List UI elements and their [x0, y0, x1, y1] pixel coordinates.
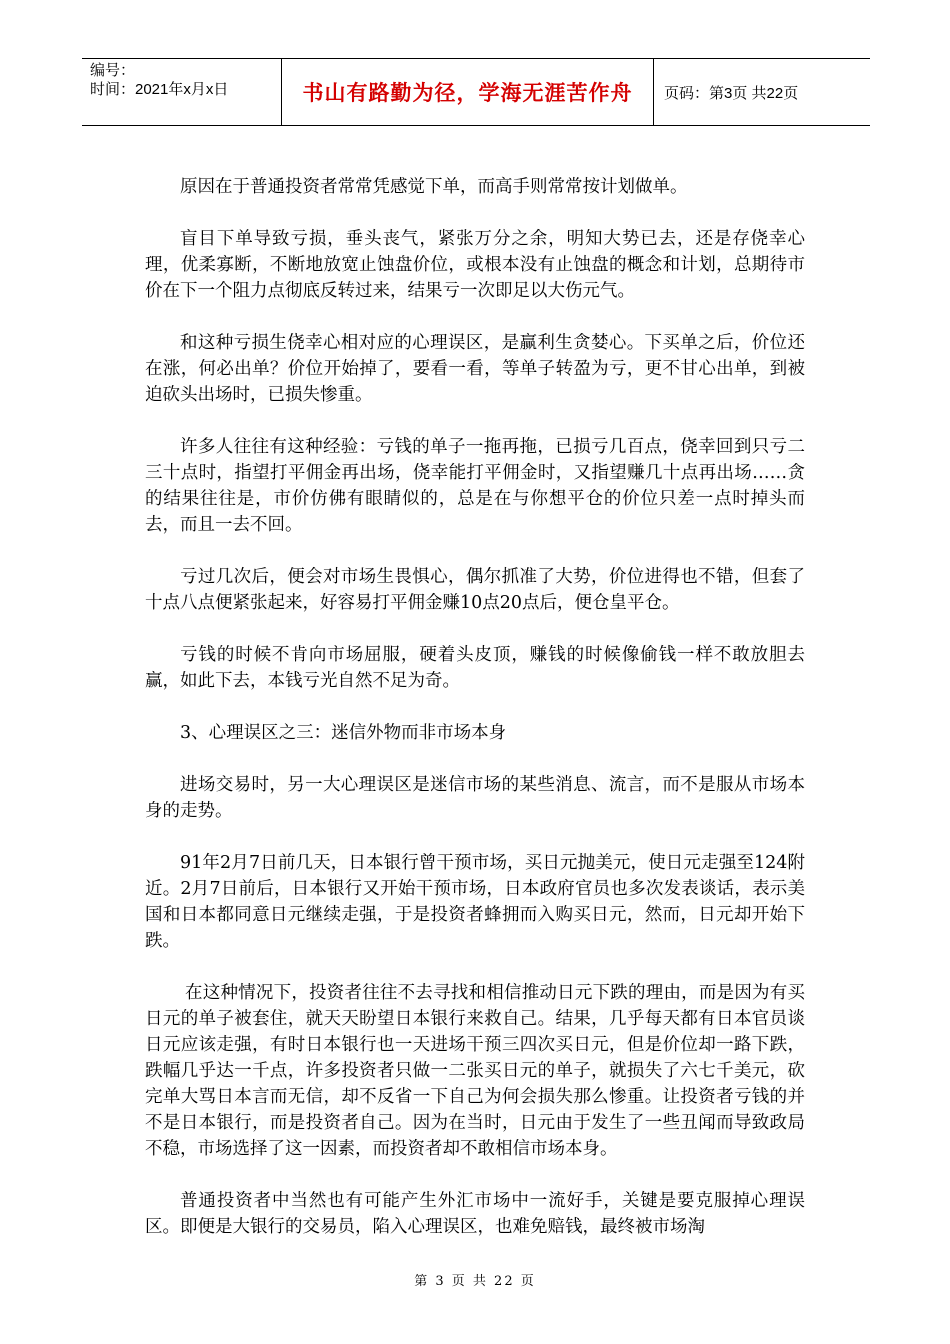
- header-motto: 书山有路勤为径，学海无涯苦作舟: [282, 59, 654, 125]
- document-body: [145, 174, 805, 1266]
- header-page-info: 页码：第3页 共22页: [664, 84, 799, 102]
- paragraph: 亏过几次后，便会对市场生畏惧心，偶尔抓准了大势，价位进得也不错，但套了十点八点便紧张起来，好容易打平佣金赚10点20点后，便仓皇平仓。: [145, 567, 805, 613]
- paragraph: 许多人往往有这种经验：亏钱的单子一拖再拖，已损亏几百点，侥幸回到只亏二三十点时，指望打平佣金再出场，侥幸能打平佣金时，又指望赚几十点再出场……贪的结果往往是，市价仿佛有眼睛似的，总是在与你想平仓的价位只差一点时掉头而去，而且一去不回。: [145, 437, 805, 535]
- header-meta: [82, 59, 282, 125]
- paragraph: 进场交易时，另一大心理误区是迷信市场的某些消息、流言，而不是服从市场本身的走势。: [145, 775, 805, 821]
- paragraph: 91年2月7日前几天，日本银行曾干预市场，买日元抛美元，使日元走强至124附近。2月7日前后，日本银行又开始干预市场，日本政府官员也多次发表谈话，表示美国和日本都同意日元继续走强，于是投资者蜂拥而入购买日元，然而，日元却开始下跌。: [145, 853, 805, 951]
- paragraph: 盲目下单导致亏损，垂头丧气，紧张万分之余，明知大势已去，还是存侥幸心理，优柔寡断，不断地放宽止蚀盘价位，或根本没有止蚀盘的概念和计划，总期待市价在下一个阻力点彻底反转过来，结果亏一次即足以大伤元气。: [145, 229, 805, 301]
- paragraph: 原因在于普通投资者常常凭感觉下单，而高手则常常按计划做单。: [180, 177, 688, 197]
- paragraph: 普通投资者中当然也有可能产生外汇市场中一流好手，关键是要克服掉心理误区。即便是大银行的交易员，陷入心理误区，也难免赔钱，最终被市场淘: [145, 1191, 805, 1237]
- document-number-label: 编号：: [90, 62, 136, 79]
- paragraph: 和这种亏损生侥幸心相对应的心理误区，是赢利生贪婪心。下买单之后，价位还在涨，何必出单？价位开始掉了，要看一看，等单子转盈为亏，更不甘心出单，到被迫砍头出场时，已损失惨重。: [145, 333, 805, 405]
- page-footer: 第 3 页 共 22 页: [414, 1274, 536, 1289]
- section-heading: 3、心理误区之三：迷信外物而非市场本身: [180, 723, 507, 743]
- document-time-label: 时间：2021年x月x日: [90, 81, 229, 98]
- page-header: [82, 58, 870, 126]
- paragraph: 亏钱的时候不肯向市场屈服，硬着头皮顶，赚钱的时候像偷钱一样不敢放胆去赢，如此下去，本钱亏光自然不足为奇。: [145, 645, 805, 691]
- paragraph: 在这种情况下，投资者往往不去寻找和相信推动日元下跌的理由，而是因为有买日元的单子被套住，就天天盼望日本银行来救自己。结果，几乎每天都有日本官员谈日元应该走强，有时日本银行也一天进场干预三四次买日元，但是价位却一路下跌，跌幅几乎达一千点，许多投资者只做一二张买日元的单子，就损失了六七千美元，砍完单大骂日本言而无信，却不反省一下自己为何会损失那么惨重。让投资者亏钱的并不是日本银行，而是投资者自己。因为在当时，日元由于发生了一些丑闻而导致政局不稳，市场选择了这一因素，而投资者却不敢相信市场本身。: [145, 983, 805, 1159]
